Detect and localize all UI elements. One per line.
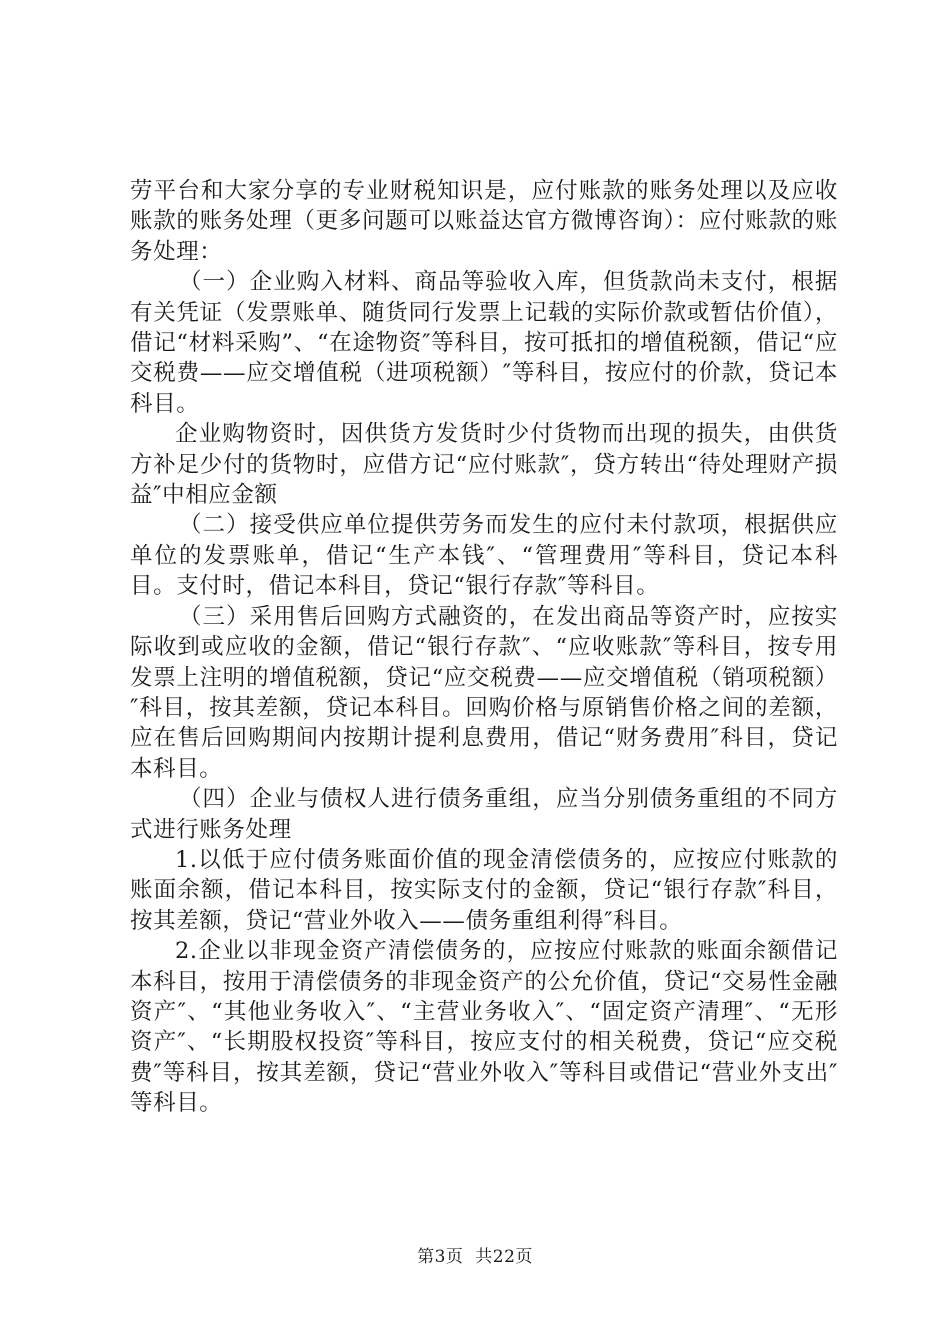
paragraph-item-3: （三）采用售后回购方式融资的，在发出商品等资产时，应按实际收到或应收的金额，借记“银行存款″、“应收账款″等科目，按专用发票上注明的增值税额，贷记“应交税费——应交增值税（销项税额）″科目，按其差额，贷记本科目。回购价格与原销售价格之间的差额，应在售后回购期间内按期计提利息费用，借记“财务费用″科目，贷记本科目。 — [130, 603, 838, 782]
document-body — [130, 176, 838, 1119]
paragraph-intro: 劳平台和大家分享的专业财税知识是，应付账款的账务处理以及应收账款的账务处理（更多问题可以账益达官方微博咨询）：应付账款的账务处理： — [130, 178, 838, 265]
paragraph-subitem-2: 2.企业以非现金资产清偿债务的，应按应付账款的账面余额借记本科目，按用于清偿债务的非现金资产的公允价值，贷记“交易性金融资产″、“其他业务收入″、“主营业务收入″、“固定资产清理″、“无形资产″、“长期股权投资″等科目，按应支付的相关税费，贷记“应交税费″等科目，按其差额，贷记“营业外收入″等科目或借记“营业外支出″等科目。 — [130, 938, 838, 1117]
paragraph-item-1: （一）企业购入材料、商品等验收入库，但货款尚未支付，根据有关凭证（发票账单、随货同行发票上记载的实际价款或暂估价值），借记“材料采购”、“在途物资″等科目，按可抵扣的增值税额，借记“应交税费——应交增值税（进项税额）″等科目，按应付的价款，贷记本科目。 — [130, 269, 838, 417]
page-footer — [0, 1242, 950, 1267]
page-number: 第3页 — [417, 1247, 464, 1267]
paragraph-subitem-1: 1.以低于应付债务账面价值的现金清偿债务的，应按应付账款的账面余额，借记本科目，按实际支付的金额，贷记“银行存款″科目，按其差额，贷记“营业外收入——债务重组利得″科目。 — [130, 846, 838, 934]
paragraph-item-4: （四）企业与债权人进行债务重组，应当分别债务重组的不同方式进行账务处理 — [130, 786, 838, 843]
paragraph-note: 企业购物资时，因供货方发货时少付货物而出现的损失，由供货方补足少付的货物时，应借方记“应付账款″，贷方转出“待处理财产损益″中相应金额 — [130, 421, 838, 509]
page-total: 共22页 — [475, 1247, 533, 1267]
paragraph-item-2: （二）接受供应单位提供劳务而发生的应付未付款项，根据供应单位的发票账单，借记“生产本钱″、“管理费用″等科目，贷记本科目。支付时，借记本科目，贷记“银行存款″等科目。 — [130, 512, 838, 600]
